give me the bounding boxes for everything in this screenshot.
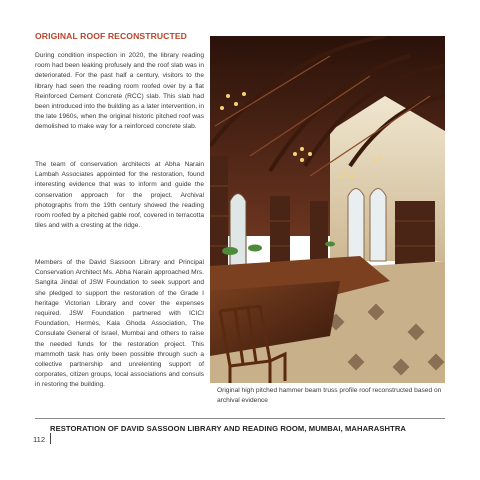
page-number-divider [50,433,51,444]
body-paragraph-1: During condition inspection in 2020, the library reading room had been leaking profusely and the roof slab was in deteriorated. For the past half a century, visitors to the library had seen the reading room roofed over by a flat Reinforced Cement Concrete (RCC) slab. This slab had been introduced into the building as a later intervention, in the late 1960s, when the original historic pitched roof was demolished to make way for a reinforced concrete slab. [35,52,204,131]
photo-caption: Original high pitched hammer beam truss profile roof reconstructed based on archival evidence [217,387,442,404]
footer-divider [35,418,445,419]
page-number: 112 [33,435,46,444]
body-paragraph-2: The team of conservation architects at Abha Narain Lambah Associates appointed for the restoration, found interesting evidence that was to inform and guide the conservation approach for the project. Archival photographs from the 19th century showed the reading room roofed by a pitched gable roof, covered in terracotta tiles and with a cresting at the ridge. [35,161,204,230]
reading-room-photo [210,36,445,383]
body-paragraph-3: Members of the David Sassoon Library and Principal Conservation Architect Ms. Abha Narain approached Mrs. Sangita Jindal of JSW Foundation to seek support and she pledged to support the restoration of the Grade I heritage Victorian Library and cover the expenses required. JSW Foundation partnered with ICICI Foundation, Hermès, Kala Ghoda Association, The Consulate General of Israel, Mumbai and others to raise the needed funds for the restoration project. This mammoth task has only been possible through such a collective partnership and unrelenting support of corporates, citizen groups, local associations and consuls in restoring the building. [35,259,204,389]
footer-title: RESTORATION OF DAVID SASSOON LIBRARY AND READING ROOM, MUMBAI, MAHARASHTRA [50,424,407,433]
section-heading: ORIGINAL ROOF RECONSTRUCTED [35,31,187,41]
